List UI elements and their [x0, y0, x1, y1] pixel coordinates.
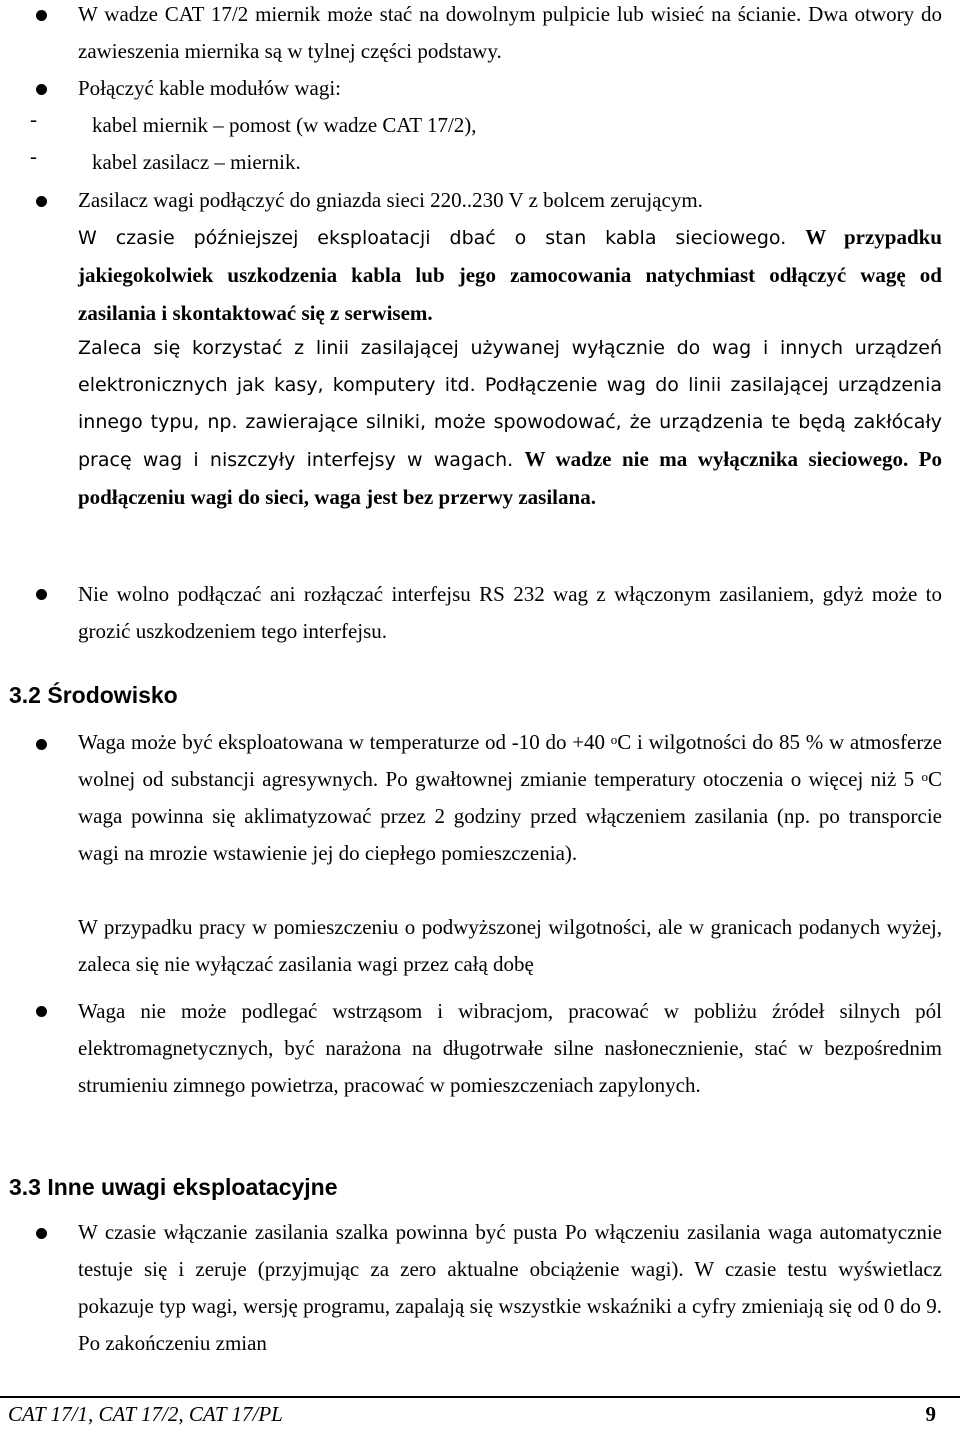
dash-icon: -	[30, 107, 37, 131]
cable-damage-warning: W przypadku jakiegokolwiek uszkodzenia kabla lub jego zamocowania natychmiast odłączyć wagę od zasilania i skontaktować się z serwisem.	[78, 225, 942, 325]
temperature-text-2: C i wilgotności do 85 % w atmosferze wolnej od substancji agresywnych. Po gwałtownej zmianie temperatury otoczenia o więcej niż 5	[78, 730, 943, 791]
paragraph-mounting: W wadze CAT 17/2 miernik może stać na dowolnym pulpicie lub wisieć na ścianie. Dwa otwory do zawieszenia miernika są w tylnej części podstawy.	[78, 2, 942, 63]
bullet-icon	[36, 10, 47, 21]
page-number: 9	[925, 1402, 936, 1426]
bullet-icon	[36, 196, 47, 207]
list-item-cable-2: kabel zasilacz – miernik.	[92, 150, 301, 174]
power-line-text: Zaleca się korzystać z linii zasilającej używanej wyłącznie do wag i innych urządzeń elektronicznych jak kasy, komputery itd. Podłączenie wag do linii zasilającej urządzenia innego typu, np. zawierające silniki, może spowodować, że urządzenia te będą zakłócały pracę wag i niszczyły interfejsy w wagach.	[78, 337, 942, 471]
bullet-icon	[36, 739, 47, 750]
dash-icon: -	[30, 144, 37, 168]
section-heading-other-notes: 3.3 Inne uwagi eksploatacyjne	[9, 1174, 338, 1200]
degree-superscript: o	[921, 769, 928, 784]
list-item-cable-1: kabel miernik – pomost (w wadze CAT 17/2),	[92, 113, 477, 137]
temperature-text-3: C waga powinna się aklimatyzować przez 2 godziny przed włączeniem zasilania (np. po transporcie wagi na mrozie wstawienie jej do ciepłego pomieszczenia).	[78, 767, 943, 865]
footer-models: CAT 17/1, CAT 17/2, CAT 17/PL	[8, 1402, 283, 1426]
paragraph-vibrations: Waga nie może podlegać wstrząsom i wibracjom, pracować w pobliżu źródeł silnych pól elektromagnetycznych, być narażona na długotrwałe silne nasłonecznienie, stać w bezpośrednim strumieniu zimnego powietrza, pracować w pomieszczeniach zapylonych.	[78, 999, 942, 1097]
no-switch-warning: W wadze nie ma wyłącznika sieciowego. Po podłączeniu wagi do sieci, waga jest bez przerwy zasilana.	[78, 447, 942, 509]
bullet-icon	[36, 589, 47, 600]
paragraph-startup-test: W czasie włączanie zasilania szalka powinna być pusta Po włączeniu zasilania waga automatycznie testuje się i zeruje (przyjmując za zero aktualne obciążenie wagi). W czasie testu wyświetlacz pokazuje typ wagi, wersję programu, zapalają się wszystkie wskaźniki a cyfry zmieniają się od 0 do 9. Po zakończeniu zmian	[78, 1220, 942, 1355]
footer-divider	[0, 1396, 960, 1398]
paragraph-rs232: Nie wolno podłączać ani rozłączać interfejsu RS 232 wag z włączonym zasilaniem, gdyż może to grozić uszkodzeniem tego interfejsu.	[78, 582, 942, 643]
bullet-icon	[36, 1228, 47, 1239]
paragraph-cable-warning	[78, 219, 942, 333]
degree-superscript: o	[610, 732, 618, 747]
paragraph-power-supply: Zasilacz wagi podłączyć do gniazda sieci 220..230 V z bolcem zerującym.	[78, 188, 703, 212]
bullet-icon	[36, 1006, 47, 1017]
temperature-text-1: Waga może być eksploatowana w temperaturze od -10 do +40	[78, 730, 606, 754]
paragraph-temperature	[78, 724, 942, 872]
paragraph-cables: Połączyć kable modułów wagi:	[78, 76, 342, 100]
bullet-icon	[36, 84, 47, 95]
paragraph-humidity: W przypadku pracy w pomieszczeniu o podwyższonej wilgotności, ale w granicach podanych wyżej, zaleca się nie wyłączać zasilania wagi przez całą dobę	[78, 915, 942, 976]
section-heading-environment: 3.2 Środowisko	[9, 682, 178, 708]
cable-care-text: W czasie późniejszej eksploatacji dbać o stan kabla sieciowego.	[78, 227, 787, 249]
paragraph-power-line	[78, 330, 942, 517]
